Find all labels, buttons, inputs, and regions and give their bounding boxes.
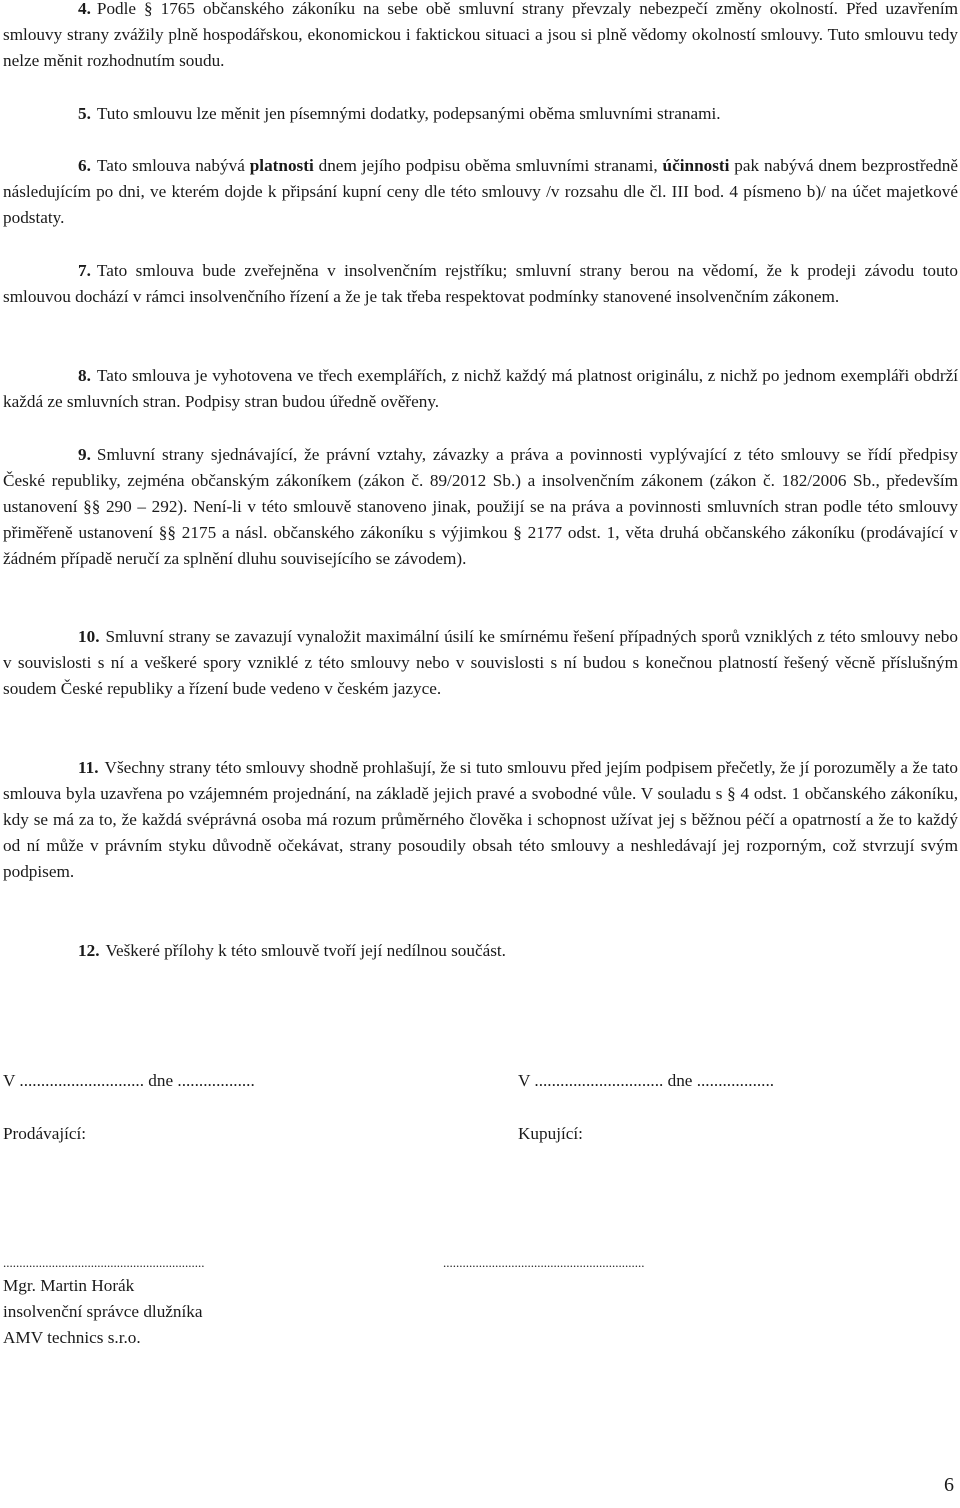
paragraph-number: 11. (78, 758, 99, 777)
paragraph-9 (3, 442, 958, 572)
seller-signature-line: .............................................................. (3, 1255, 205, 1270)
paragraph-text: Veškeré přílohy k této smlouvě tvoří její nedílnou součást. (105, 941, 506, 960)
seller-name: Mgr. Martin Horák (3, 1276, 135, 1295)
paragraph-text: Podle § 1765 občanského zákoníku na sebe obě smluvní strany převzaly nebezpečí změny okolností. Před uzavřením smlouvy strany zvážily plně hospodářskou, ekonomickou i faktickou situaci a jsou si plně vědomy okolností smlouvy. Tuto smlouvu tedy nelze měnit rozhodnutím soudu. (3, 0, 958, 70)
place-date-seller: V ............................. dne .................. (3, 1071, 255, 1090)
buyer-label: Kupující: (518, 1124, 583, 1143)
paragraph-11 (3, 755, 958, 885)
paragraph-6 (3, 153, 958, 231)
paragraph-number: 4. (78, 0, 91, 18)
seller-label: Prodávající: (3, 1124, 87, 1143)
paragraph-text: Smluvní strany sjednávající, že právní vztahy, závazky a práva a povinnosti vyplývající z této smlouvy se řídí předpisy České republiky, zejména občanským zákoníkem (zákon č. 89/2012 Sb.) a insolvenčním zákonem (zákon č. 182/2006 Sb., především ustanovení §§ 290 – 292). Není-li v této smlouvě stanoveno jinak, použijí se na práva a povinnosti smluvních stran podle této smlouvy přiměřeně ustanovení §§ 2175 a násl. občanského zákoníku s výjimkou § 2177 odst. 1, věta druhá občanského zákoníku (prodávající v žádném případě neručí za splnění dluhu souvisejícího se závodem). (3, 445, 958, 568)
paragraph-number: 6. (78, 156, 91, 175)
paragraph-text: dnem jejího podpisu oběma smluvními stranami, (313, 156, 663, 175)
paragraph-text: Smluvní strany se zavazují vynaložit maximální úsilí ke smírnému řešení případných sporů vzniklých z této smlouvy nebo v souvislosti s ní a veškeré spory vzniklé z této smlouvy nebo v souvislosti s ní budou s konečnou platností řešený věcně příslušným soudem České republiky a řízení bude vedeno v českém jazyce. (3, 627, 958, 698)
paragraph-5 (3, 101, 958, 127)
paragraph-text: pak nabývá dnem bezprostředně následujícím po dni, ve kterém dojde k připsání kupní ceny dle této smlouvy /v rozsahu dle čl. III bod. 4 písmeno b)/ na účet majetkové podstaty. (3, 156, 959, 227)
paragraph-10 (3, 624, 958, 702)
page-number: 6 (944, 1474, 954, 1496)
paragraph-number: 5. (78, 104, 91, 123)
paragraph-8 (3, 363, 958, 415)
paragraph-text: Tato smlouva nabývá (96, 156, 250, 175)
paragraph-number: 12. (78, 941, 100, 960)
bold-term-ucinnosti: účinnosti (662, 156, 730, 175)
paragraph-number: 8. (78, 366, 91, 385)
seller-company: AMV technics s.r.o. (3, 1328, 141, 1347)
paragraph-4 (3, 0, 958, 74)
paragraph-number: 10. (78, 627, 100, 646)
paragraph-text: Tuto smlouvu lze měnit jen písemnými dodatky, podepsanými oběma smluvními stranami. (96, 104, 721, 123)
place-date-buyer: V .............................. dne .................. (518, 1071, 775, 1090)
paragraph-12 (3, 938, 958, 964)
paragraph-7 (3, 258, 958, 310)
buyer-signature-line: .............................................................. (443, 1255, 645, 1270)
paragraph-number: 7. (78, 261, 91, 280)
paragraph-number: 9. (78, 445, 91, 464)
paragraph-text: Všechny strany této smlouvy shodně prohlašují, že si tuto smlouvu před jejím podpisem přečetly, že jí porozuměly a že tato smlouva byla uzavřena po vzájemném projednání, na základě jejich pravé a svobodné vůle. V souladu s § 4 odst. 1 občanského zákoníku, kdy se má za to, že každá svéprávná osoba má rozum průměrného člověka i schopnost užívat jej s běžnou péčí a opatrností a že to každý od ní může v právním styku důvodně očekávat, strany posoudily obsah této smlouvy a neshledávají jej rozporným, což stvrzují svým podpisem. (3, 758, 958, 881)
paragraph-text: Tato smlouva bude zveřejněna v insolvenčním rejstříku; smluvní strany berou na vědomí, že k prodeji závodu touto smlouvou dochází v rámci insolvenčního řízení a že je tak třeba respektovat podmínky stanovené insolvenčním zákonem. (3, 261, 958, 306)
seller-role: insolvenční správce dlužníka (3, 1302, 203, 1321)
paragraph-text: Tato smlouva je vyhotovena ve třech exemplářích, z nichž každý má platnost originálu, z nichž po jednom exempláři obdrží každá ze smluvních stran. Podpisy stran budou úředně ověřeny. (3, 366, 958, 411)
bold-term-platnosti: platnosti (249, 156, 314, 175)
